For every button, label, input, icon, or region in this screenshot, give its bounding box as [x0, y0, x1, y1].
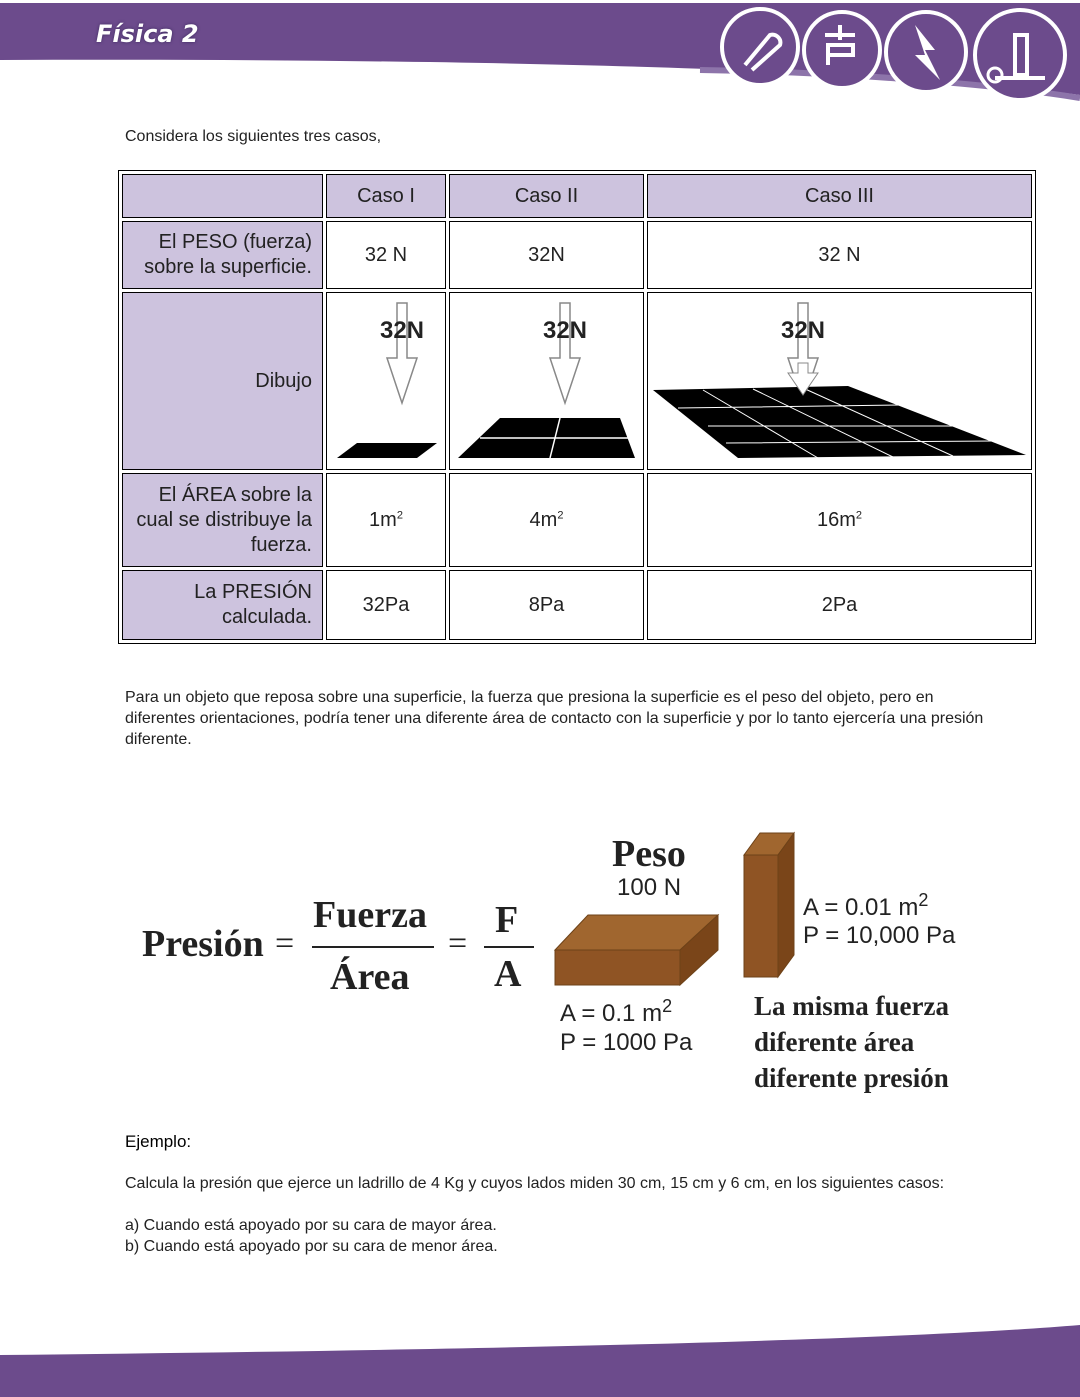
row-label: El ÁREA sobre la cual se distribuye la fuerza. [122, 473, 323, 567]
cell: $1m^2$ [326, 473, 446, 567]
table-row-area [122, 473, 1032, 567]
cell: 2Pa [647, 570, 1032, 640]
page-footer-banner [0, 1320, 1080, 1397]
cell: $4m^2$ [449, 473, 644, 567]
drawing-caso-2 [449, 292, 644, 470]
header-empty [122, 174, 323, 218]
explanation-paragraph: Para un objeto que reposa sobre una superficie, la fuerza que presiona la superficie es el peso del objeto, pero en diferentes orientaciones, podría tener una diferente área de contacto con la superficie y por lo tanto ejercería una presión diferente. [125, 689, 984, 748]
cell: $16m^2$ [647, 473, 1032, 567]
f-label: F [495, 899, 519, 941]
example-text: Calcula la presión que ejerce un ladrillo de 4 Kg y cuyos lados miden 30 cm, 15 cm y 6 cm, en los siguientes casos: [125, 1175, 945, 1192]
force-label: 32N [379, 317, 425, 344]
book-title: Física 2 [96, 20, 199, 48]
row-label: La PRESIÓN calculada. [122, 570, 323, 640]
equals: = [448, 925, 468, 962]
lightning-icon [886, 12, 966, 92]
cell: 8Pa [449, 570, 644, 640]
fuerza-label: Fuerza [313, 894, 427, 936]
brick-flat-pressure: P = 1000 Pa [560, 1029, 693, 1056]
table-header-row [122, 174, 1032, 218]
fraction-bar [312, 946, 434, 948]
header-banner [0, 0, 1080, 110]
bricks-illustration [550, 825, 800, 995]
fraction-bar [484, 946, 534, 948]
brick-flat-area: A = 0.1 m [560, 1000, 663, 1027]
table-row-dibujo [122, 292, 1032, 470]
area-label: Área [330, 956, 410, 998]
cell: 32N [449, 221, 644, 289]
presion-label: Presión [142, 923, 264, 965]
intro-text: Considera los siguientes tres casos, [125, 128, 382, 145]
surface-16m2 [653, 386, 1026, 458]
row-label: El PESO (fuerza) sobre la superficie. [122, 221, 323, 289]
peso-value: 100 N [617, 874, 682, 901]
row-label: Dibujo [122, 292, 323, 470]
force-label: 32N [780, 317, 826, 344]
example-case-b: b) Cuando está apoyado por su cara de menor área. [125, 1238, 498, 1255]
candle-icon [975, 10, 1065, 100]
drawing-caso-1 [326, 292, 446, 470]
header-caso-1: Caso I [326, 174, 446, 218]
example-title: Ejemplo: [125, 1132, 192, 1151]
peso-label: Peso [612, 833, 686, 875]
equals: = [275, 925, 295, 962]
cell: 32 N [647, 221, 1032, 289]
table-row-presion [122, 570, 1032, 640]
cell: 32Pa [326, 570, 446, 640]
brick-upright-area: A = 0.01 m [803, 894, 919, 921]
example-case-a: a) Cuando está apoyado por su cara de mayor área. [125, 1217, 497, 1234]
force-label: 32N [542, 317, 588, 344]
a-label: A [494, 953, 522, 995]
faucet-icon [804, 12, 880, 88]
page-header [0, 0, 1080, 110]
figure-caption: La misma fuerza diferente área diferente presión [754, 991, 949, 1093]
header-caso-2: Caso II [449, 174, 644, 218]
magnet-icon [722, 9, 798, 85]
cases-table [118, 170, 1036, 644]
surface-1m2 [337, 443, 437, 458]
cell: 32 N [326, 221, 446, 289]
table-row-peso [122, 221, 1032, 289]
brick-upright-pressure: P = 10,000 Pa [803, 922, 956, 949]
header-caso-3: Caso III [647, 174, 1032, 218]
drawing-caso-3 [647, 292, 1032, 470]
